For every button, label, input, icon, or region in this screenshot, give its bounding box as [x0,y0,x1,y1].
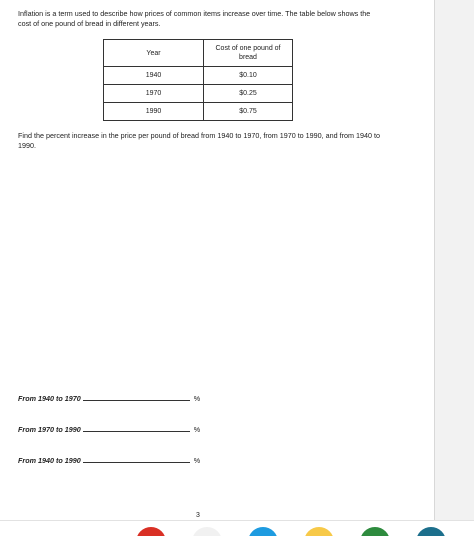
page-number: 3 [196,512,200,519]
answer-1940-1970 [18,391,200,403]
answer-label: From 1940 to 1990 [18,456,81,465]
answer-1970-1990 [18,422,200,434]
cell-cost: $0.75 [204,103,293,121]
percent-sign: % [193,394,201,403]
cell-year: 1990 [104,103,204,121]
percent-sign: % [193,425,201,434]
percent-sign: % [193,456,201,465]
table-header-row [104,40,293,67]
table-row [104,67,293,85]
answer-blank-1940-1970[interactable] [83,392,190,401]
answer-1940-1990 [18,453,200,465]
table-row [104,85,293,103]
header-cost: Cost of one pound of bread [204,40,293,67]
cell-cost: $0.25 [204,85,293,103]
answer-blank-1940-1990[interactable] [83,454,190,463]
intro-text: Inflation is a term used to describe how prices of common items increase over time. The table below shows the cost of one pound of bread in different years. [18,9,371,28]
answer-label: From 1940 to 1970 [18,394,81,403]
table-row [104,103,293,121]
cell-year: 1940 [104,67,204,85]
answer-label: From 1970 to 1990 [18,425,81,434]
cell-year: 1970 [104,85,204,103]
cell-cost: $0.10 [204,67,293,85]
question-text: Find the percent increase in the price per pound of bread from 1940 to 1970, from 1970 to 1990, and from 1940 to 1990. [18,131,381,150]
viewer-gutter [434,0,474,520]
answer-blank-1970-1990[interactable] [83,423,190,432]
bread-cost-table [103,39,293,121]
taskbar [0,520,474,536]
header-year: Year [104,40,204,67]
